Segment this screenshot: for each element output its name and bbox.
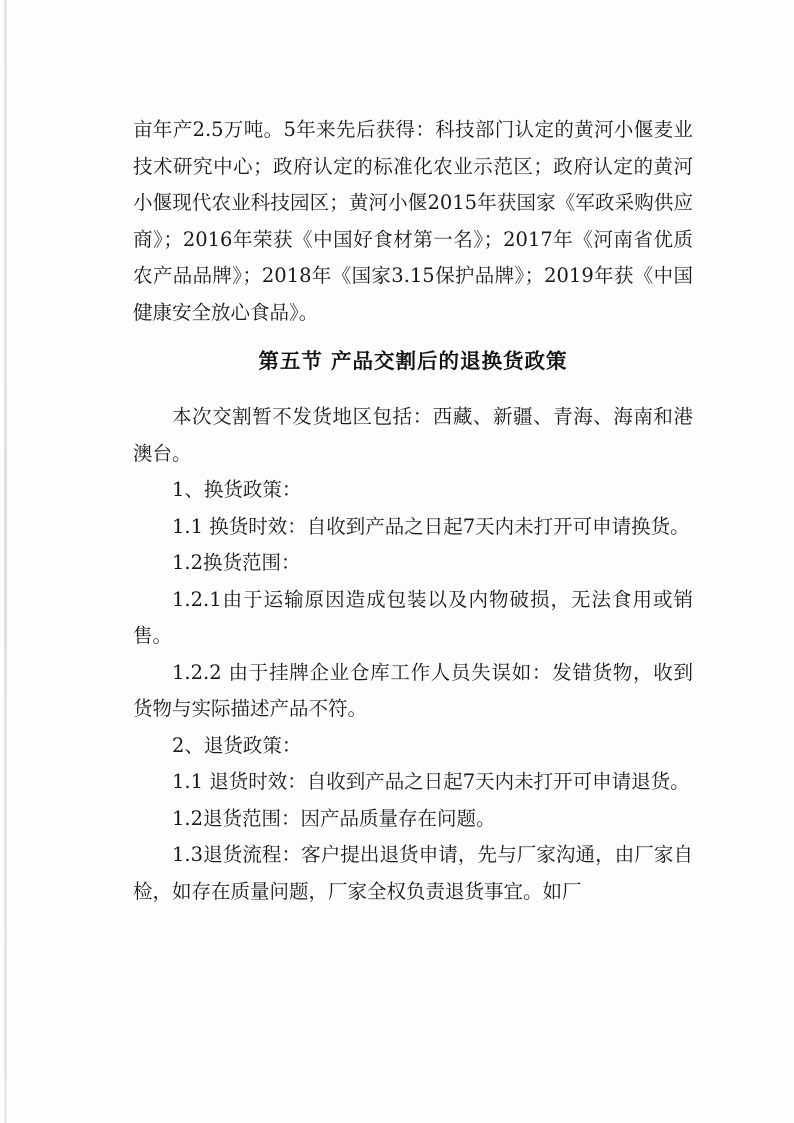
paragraph-return-scope: 1.2退货范围：因产品质量存在问题。 <box>172 806 496 830</box>
paragraph-exchange-scope-staff-error: 1.2.2 由于挂牌企业仓库工作人员失误如：发错货物，收到货物与实际描述产品不符。 <box>133 660 693 720</box>
paragraph-exchange-timeframe: 1.1 换货时效：自收到产品之日起7天内未打开可申请换货。 <box>172 514 690 538</box>
paragraph-return-process: 1.3退货流程：客户提出退货申请，先与厂家沟通，由厂家自检，如存在质量问题，厂家全权负责退货事宜。如厂 <box>133 843 693 903</box>
paragraph-shipping-exclusions: 本次交割暂不发货地区包括：西藏、新疆、青海、海南和港澳台。 <box>133 405 693 465</box>
paragraph-return-policy-heading: 2、退货政策： <box>172 733 302 757</box>
section-title: 第五节 产品交割后的退换货政策 <box>258 349 568 373</box>
scan-edge-shadow <box>4 0 7 1123</box>
paragraph-exchange-policy-heading: 1、换货政策： <box>172 478 302 501</box>
intro-paragraph: 亩年产2.5万吨。5年来先后获得：科技部门认定的黄河小偃麦业技术研究中心；政府认定的标准化农业示范区；政府认定的黄河小偃现代农业科技园区；黄河小偃2015年获国家《军政采购供应商》；2016年荣获《中国好食材第一名》；2017年《河南省优质农产品品牌》；2018年《国家3.15保护品牌》；2019年获《中国健康安全放心食品》。 <box>133 118 693 324</box>
paragraph-return-timeframe: 1.1 退货时效：自收到产品之日起7天内未打开可申请退货。 <box>172 770 690 793</box>
paragraph-exchange-scope-transport: 1.2.1由于运输原因造成包装以及内物破损，无法食用或销售。 <box>133 587 693 647</box>
document-body <box>133 112 693 910</box>
paragraph-exchange-scope-heading: 1.2换货范围： <box>172 551 301 574</box>
